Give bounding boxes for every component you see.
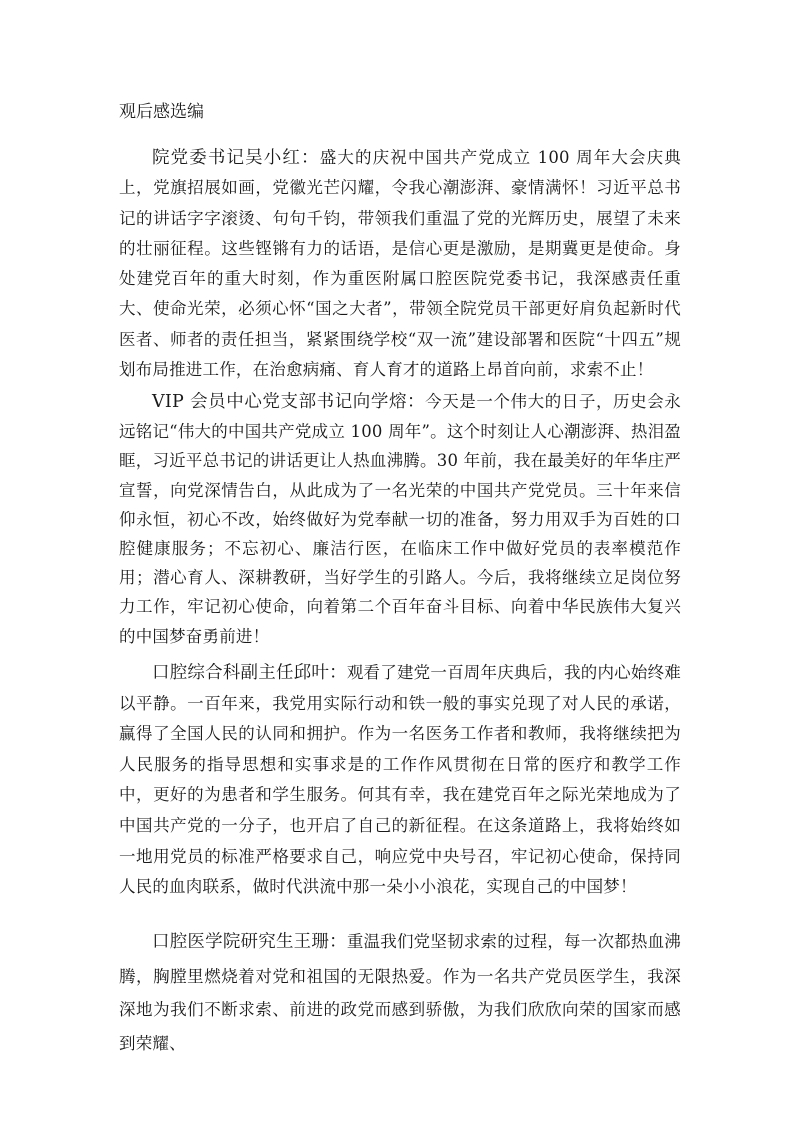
- document-title: 观后感选编: [119, 102, 204, 122]
- speaker-name: VIP 会员中心党支部书记向学熔：: [152, 392, 426, 412]
- speaker-name: 口腔医学院研究生王珊：: [152, 932, 347, 952]
- testimonial-paragraph: [119, 658, 681, 903]
- testimonial-paragraph: [119, 387, 681, 651]
- testimonial-text: 盛大的庆祝中国共产党成立 100 周年大会庆典上，党旗招展如画，党徽光芒闪耀，令我心潮澎湃、豪情满怀！习近平总书记的讲话字字滚烫、句句千钧，带领我们重温了党的光辉历史，展望了未来的壮丽征程。这些铿锵有力的话语，是信心更是激励，是期冀更是使命。身处建党百年的重大时刻，作为重医附属口腔医院党委书记，我深感责任重大、使命光荣，必须心怀“国之大者”，带领全院党员干部更好肩负起新时代医者、师者的责任担当，紧紧围绕学校“双一流”建设部署和医院“十四五”规划布局推进工作，在治愈病痛、育人育才的道路上昂首向前，求索不止！: [119, 148, 681, 380]
- speaker-name: 口腔综合科副主任邱叶：: [152, 663, 347, 683]
- testimonial-text: 今天是一个伟大的日子，历史会永远铭记“伟大的中国共产党成立 100 周年”。这个时刻让人心潮澎湃、热泪盈眶，习近平总书记的讲话更让人热血沸腾。30 年前，我在最美好的年华庄严宣誓，向党深情告白，从此成为了一名光荣的中国共产党党员。三十年来信仰永恒，初心不改，始终做好为党奉献一切的准备，努力用双手为百姓的口腔健康服务；不忘初心、廉洁行医，在临床工作中做好党员的表率模范作用；潜心育人、深耕教研，当好学生的引路人。今后，我将继续立足岗位努力工作，牢记初心使命，向着第二个百年奋斗目标、向着中华民族伟大复兴的中国梦奋勇前进！: [119, 392, 681, 646]
- speaker-name: 院党委书记吴小红：: [152, 148, 320, 168]
- testimonial-text: 重温我们党坚韧求索的过程，每一次都热血沸腾，胸膛里燃烧着对党和祖国的无限热爱。作为一名共产党员医学生，我深深地为我们不断求索、前进的政党而感到骄傲，为我们欣欣向荣的国家而感到荣耀、: [119, 932, 682, 1053]
- testimonial-paragraph: [119, 925, 681, 1060]
- testimonial-text: 观看了建党一百周年庆典后，我的内心始终难以平静。一百年来，我党用实际行动和铁一般的事实兑现了对人民的承诺，赢得了全国人民的认同和拥护。作为一名医务工作者和教师，我将继续把为人民服务的指导思想和实事求是的工作作风贯彻在日常的医疗和教学工作中，更好的为患者和学生服务。何其有幸，我在建党百年之际光荣地成为了中国共产党的一分子，也开启了自己的新征程。在这条道路上，我将始终如一地用党员的标准严格要求自己，响应党中央号召，牢记初心使命，保持同人民的血肉联系，做时代洪流中那一朵小小浪花，实现自己的中国梦！: [119, 663, 682, 897]
- testimonial-paragraph: [119, 143, 681, 385]
